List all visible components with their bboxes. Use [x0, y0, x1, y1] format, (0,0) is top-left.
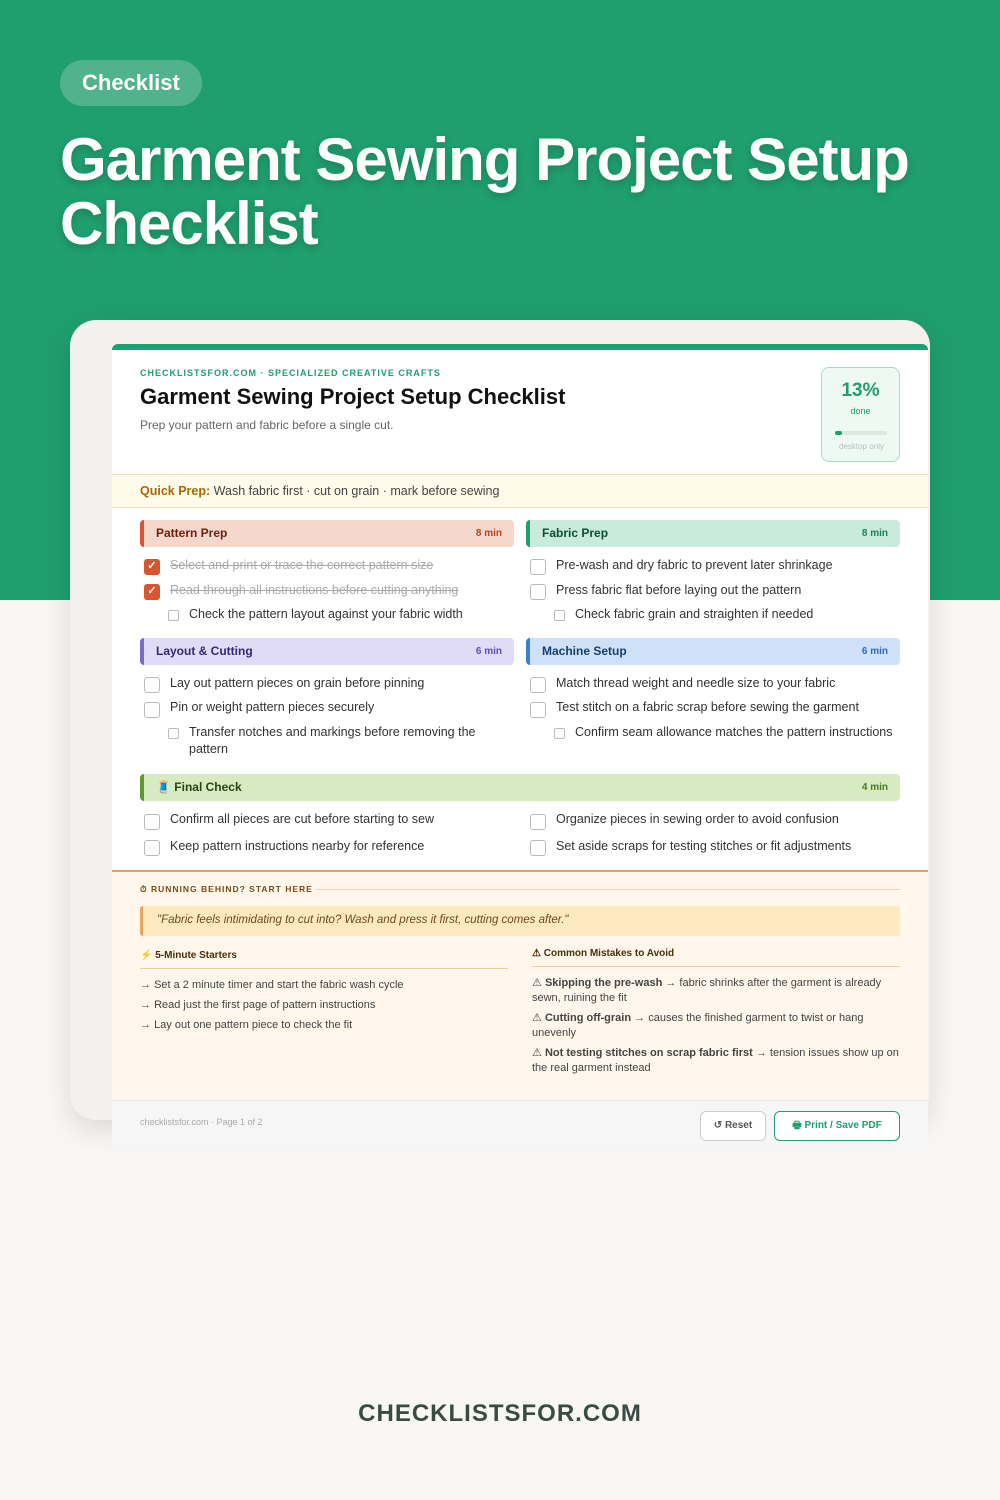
section-title: Pattern Prep — [156, 526, 228, 540]
progress-bar-fill — [835, 431, 842, 435]
brand-footer: CHECKLISTSFOR.COM — [358, 1400, 642, 1427]
mistake-item: ⚠ Skipping the pre-wash → fabric shrinks after the garment is already sewn, ruining the fit — [532, 977, 882, 1004]
section-header-machine-setup — [526, 638, 900, 665]
checkbox[interactable] — [554, 610, 565, 621]
section-header-layout-cutting — [140, 638, 514, 665]
warning-icon: ⚠ — [532, 977, 542, 989]
mistakes-title: ⚠ Common Mistakes to Avoid — [532, 948, 675, 959]
checklist-sheet — [112, 344, 928, 1144]
checklist-item: Check fabric grain and straighten if needed — [575, 607, 814, 621]
starter-item: → Set a 2 minute timer and start the fabric wash cycle — [140, 979, 404, 991]
running-behind-panel — [112, 870, 928, 1100]
progress-note: desktop only — [839, 442, 884, 451]
preview-frame — [70, 320, 930, 1131]
checkbox[interactable] — [554, 728, 565, 739]
checklist-item: Organize pieces in sewing order to avoid confusion — [556, 812, 839, 826]
sheet-footer — [112, 1100, 928, 1150]
starter-item: → Read just the first page of pattern instructions — [140, 999, 376, 1011]
running-behind-label: ⏱ RUNNING BEHIND? START HERE — [140, 884, 313, 894]
starters-title: ⚡ 5-Minute Starters — [140, 950, 237, 961]
checklist-item: Transfer notches and markings before removing the pattern — [189, 725, 476, 756]
section-header-final-check — [140, 774, 900, 801]
quick-prep-bar — [112, 474, 928, 508]
checklist-item: Test stitch on a fabric scrap before sewing the garment — [556, 700, 859, 714]
quick-prep-text: Wash fabric first · cut on grain · mark before sewing — [213, 484, 500, 498]
footer-text: checklistsfor.com · Page 1 of 2 — [140, 1117, 263, 1127]
checklist-item: Pin or weight pattern pieces securely — [170, 700, 375, 714]
eyebrow: CHECKLISTSFOR.COM · SPECIALIZED CREATIVE CRAFTS — [140, 368, 441, 378]
checklist-item: Keep pattern instructions nearby for reference — [170, 839, 425, 853]
mistake-item: ⚠ Cutting off-grain → causes the finished garment to twist or hang unevenly — [532, 1012, 864, 1039]
progress-percent: 13% — [841, 380, 880, 401]
checkbox[interactable] — [530, 559, 546, 575]
section-header-pattern-prep — [140, 520, 514, 547]
checkbox[interactable] — [144, 702, 160, 718]
checkbox[interactable] — [530, 702, 546, 718]
checklist-item: Pre-wash and dry fabric to prevent later shrinkage — [556, 558, 833, 572]
print-button[interactable]: 🖶 Print / Save PDF — [774, 1111, 900, 1141]
section-time: 8 min — [861, 528, 888, 539]
checkbox[interactable] — [530, 677, 546, 693]
warning-icon: ⚠ — [532, 1047, 542, 1059]
sheet-header — [140, 368, 780, 432]
divider — [316, 889, 900, 890]
section-time: 4 min — [861, 782, 888, 793]
checkbox[interactable] — [144, 677, 160, 693]
checklist-item: Press fabric flat before laying out the pattern — [556, 583, 802, 597]
warning-icon: ⚠ — [532, 1012, 542, 1024]
checkbox[interactable] — [530, 814, 546, 830]
checkbox-checked[interactable]: ✓ — [144, 584, 160, 600]
section-time: 6 min — [861, 646, 888, 657]
category-badge: Checklist — [60, 60, 202, 106]
divider — [532, 966, 900, 967]
section-time: 6 min — [475, 646, 502, 657]
checkbox[interactable] — [168, 728, 179, 739]
section-title: Fabric Prep — [542, 526, 609, 540]
mistake-item: ⚠ Not testing stitches on scrap fabric first → tension issues show up on the real garment instead — [532, 1047, 899, 1074]
divider — [140, 968, 508, 969]
starter-item: → Lay out one pattern piece to check the fit — [140, 1019, 353, 1031]
section-header-fabric-prep — [526, 520, 900, 547]
checklist-item: Check the pattern layout against your fabric width — [189, 607, 463, 621]
progress-done-label: done — [850, 406, 871, 416]
checklist-item: Set aside scraps for testing stitches or fit adjustments — [556, 839, 852, 853]
section-title: 🧵 Final Check — [156, 780, 242, 794]
checkbox-checked[interactable]: ✓ — [144, 559, 160, 575]
hero-title: Garment Sewing Project Setup Checklist — [60, 126, 909, 257]
reset-button[interactable]: ↺ Reset — [700, 1111, 766, 1141]
checklist-item: Select and print or trace the correct pattern size — [170, 558, 434, 572]
checkbox[interactable] — [530, 840, 546, 856]
progress-card — [821, 367, 900, 462]
section-time: 8 min — [475, 528, 502, 539]
checkbox[interactable] — [144, 840, 160, 856]
checklist-item: Lay out pattern pieces on grain before pinning — [170, 676, 425, 690]
page-subtitle: Prep your pattern and fabric before a single cut. — [140, 418, 394, 432]
checkbox[interactable] — [530, 584, 546, 600]
section-title: Layout & Cutting — [156, 644, 253, 658]
tip-quote: "Fabric feels intimidating to cut into? Wash and press it first, cutting comes after." — [140, 906, 900, 936]
checklist-item: Confirm all pieces are cut before starting to sew — [170, 812, 435, 826]
checkbox[interactable] — [144, 814, 160, 830]
progress-bar — [835, 431, 887, 435]
checklist-item: Confirm seam allowance matches the pattern instructions — [575, 725, 893, 739]
section-title: Machine Setup — [542, 644, 627, 658]
checklist-item: Read through all instructions before cutting anything — [170, 583, 459, 597]
checklist-item: Match thread weight and needle size to your fabric — [556, 676, 836, 690]
checkbox[interactable] — [168, 610, 179, 621]
quick-prep-label: Quick Prep: — [140, 484, 211, 498]
page-title: Garment Sewing Project Setup Checklist — [140, 384, 566, 409]
